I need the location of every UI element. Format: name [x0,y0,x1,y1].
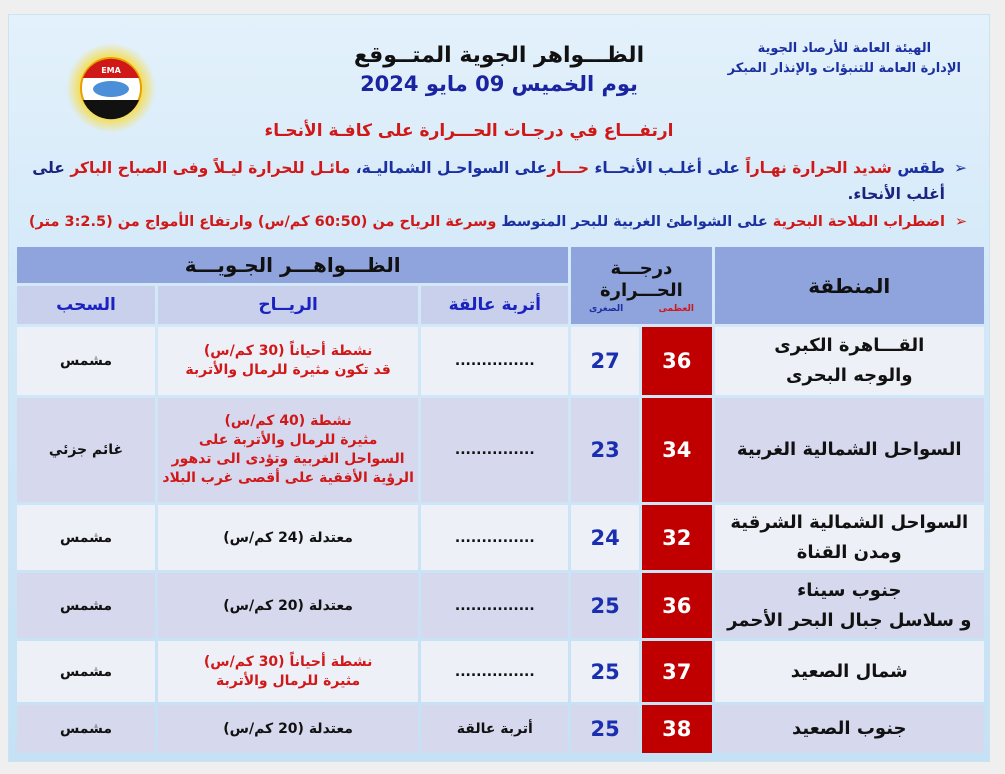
wind-line: نشطة (40 كم/س) [224,413,352,429]
bullet-text: شديد الحرارة [792,159,892,177]
header-region: المنطقة [715,247,984,324]
wind-line: السواحل الغربية وتؤدى الى تدهور [171,451,405,467]
region-cell [715,705,984,753]
region-line: و سلاسل جبال البحر الأحمر [727,609,972,631]
region-cell [715,505,984,570]
header-clouds: السحب [17,286,155,324]
max-temp-cell: 38 [642,705,712,753]
region-cell [715,641,984,702]
header-phenomena: الظـــواهـــر الجـويـــة [17,247,568,283]
region-cell [715,398,984,502]
organization-name [728,39,961,79]
title-text: الظـــواهر الجوية المتــوقع [353,43,645,68]
min-temp-cell: 24 [571,505,639,570]
region-cell [715,327,984,395]
bullet-item [9,155,971,207]
dust-cell: ............... [421,641,568,702]
bullet-text: على أغلـب الأنحــاء [594,159,740,177]
wind-line: معتدلة (24 كم/س) [223,529,353,546]
table-row [17,505,984,570]
forecast-date: يوم الخميس 09 مايو 2024 [360,72,638,96]
bullet-item [9,209,971,235]
wind-cell [158,641,418,702]
bullet-text: وسرعة الرياح من (60:50 كم/س) وارتفاع الأمواج من (3:2.5 متر) [28,214,497,230]
wind-line: نشطة أحياناً (30 كم/س) [203,343,373,359]
wind-line: الرؤية الأفقية على أقصى غرب البلاد [162,470,414,486]
header-min: الصغرى [588,303,624,314]
min-temp-cell: 25 [571,705,639,753]
header-max: العظمى [658,303,694,314]
bullet-text: طقس [897,159,945,177]
clouds-cell: مشمس [17,641,155,702]
min-temp-cell: 25 [571,573,639,638]
wind-cell [158,705,418,753]
max-temp-cell: 37 [642,641,712,702]
min-temp-cell: 27 [571,327,639,395]
wind-cell [158,327,418,395]
temp-header-label: درجـــة الحـــرارة [600,257,683,301]
arrow-bullet-icon: ➢ [954,159,967,177]
table-row [17,573,984,638]
arrow-bullet-icon: ➢ [955,214,967,230]
bullet-text: على السواحـل الشماليـة، [355,159,548,177]
min-temp-cell: 25 [571,641,639,702]
clouds-cell: مشمس [17,505,155,570]
dust-cell: ............... [421,505,568,570]
dust-cell: ............... [421,398,568,502]
region-line: والوجه البحرى [786,365,913,386]
ema-logo-icon [59,43,163,133]
table-row [17,705,984,753]
clouds-cell: مشمس [17,705,155,753]
max-temp-cell: 36 [642,327,712,395]
org-line-1: الهيئة العامة للأرصاد الجوية [757,41,932,56]
forecast-table [14,244,987,756]
svg-text:EMA: EMA [101,66,121,75]
header-wind: الريــاح [158,286,418,324]
wind-cell [158,573,418,638]
region-line: ومدن القناة [796,541,902,563]
table-row [17,327,984,395]
bullet-text: على أغلب الأنحاء. [32,159,945,203]
bullet-text: حـــار [547,159,590,177]
bullet-text: مائـل للحرارة ليـلاً وفى الصباح الباكر [70,159,351,177]
region-line: شمال الصعيد [790,660,908,682]
dust-cell: أتربة عالقة [421,705,568,753]
region-line: السواحل الشمالية الغربية [736,439,962,460]
wind-cell [158,505,418,570]
wind-line: معتدلة (20 كم/س) [223,597,353,614]
clouds-cell: مشمس [17,573,155,638]
wind-line: معتدلة (20 كم/س) [223,721,353,737]
region-line: السواحل الشمالية الشرقية [730,511,969,533]
table-row [17,398,984,502]
max-temp-cell: 34 [642,398,712,502]
bullet-text: اضطراب الملاحة البحرية [772,214,945,230]
table-row [17,641,984,702]
min-temp-cell: 23 [571,398,639,502]
region-line: جنوب سيناء [797,579,902,601]
wind-line: مثيرة للرمال والأتربة على [198,432,378,448]
region-line: القـــاهرة الكبرى [774,335,925,356]
clouds-cell: غائم جزئي [17,398,155,502]
org-line-2: الإدارة العامة للتنبؤات والإنذار المبكر [727,61,961,76]
max-temp-cell: 36 [642,573,712,638]
region-cell [715,573,984,638]
region-line: جنوب الصعيد [791,718,907,739]
wind-cell [158,398,418,502]
clouds-cell: مشمس [17,327,155,395]
wind-line: نشطة أحياناً (30 كم/س) [203,653,373,670]
bullet-text: نهـاراً [745,159,787,177]
dust-cell: ............... [421,327,568,395]
page-title [309,43,689,96]
max-temp-cell: 32 [642,505,712,570]
headline: ارتفـــاع في درجـات الحـــرارة على كافـة الأنحـاء [264,121,674,141]
header-temperature [571,247,711,324]
dust-cell: ............... [421,573,568,638]
wind-line: مثيرة للرمال والأتربة [215,672,361,689]
wind-line: قد تكون مثيرة للرمال والأتربة [185,362,391,378]
header-dust: أتربة عالقة [421,286,568,324]
bullet-list [9,155,971,235]
bullet-text: على الشواطئ الغربية للبحر المتوسط [501,214,768,230]
